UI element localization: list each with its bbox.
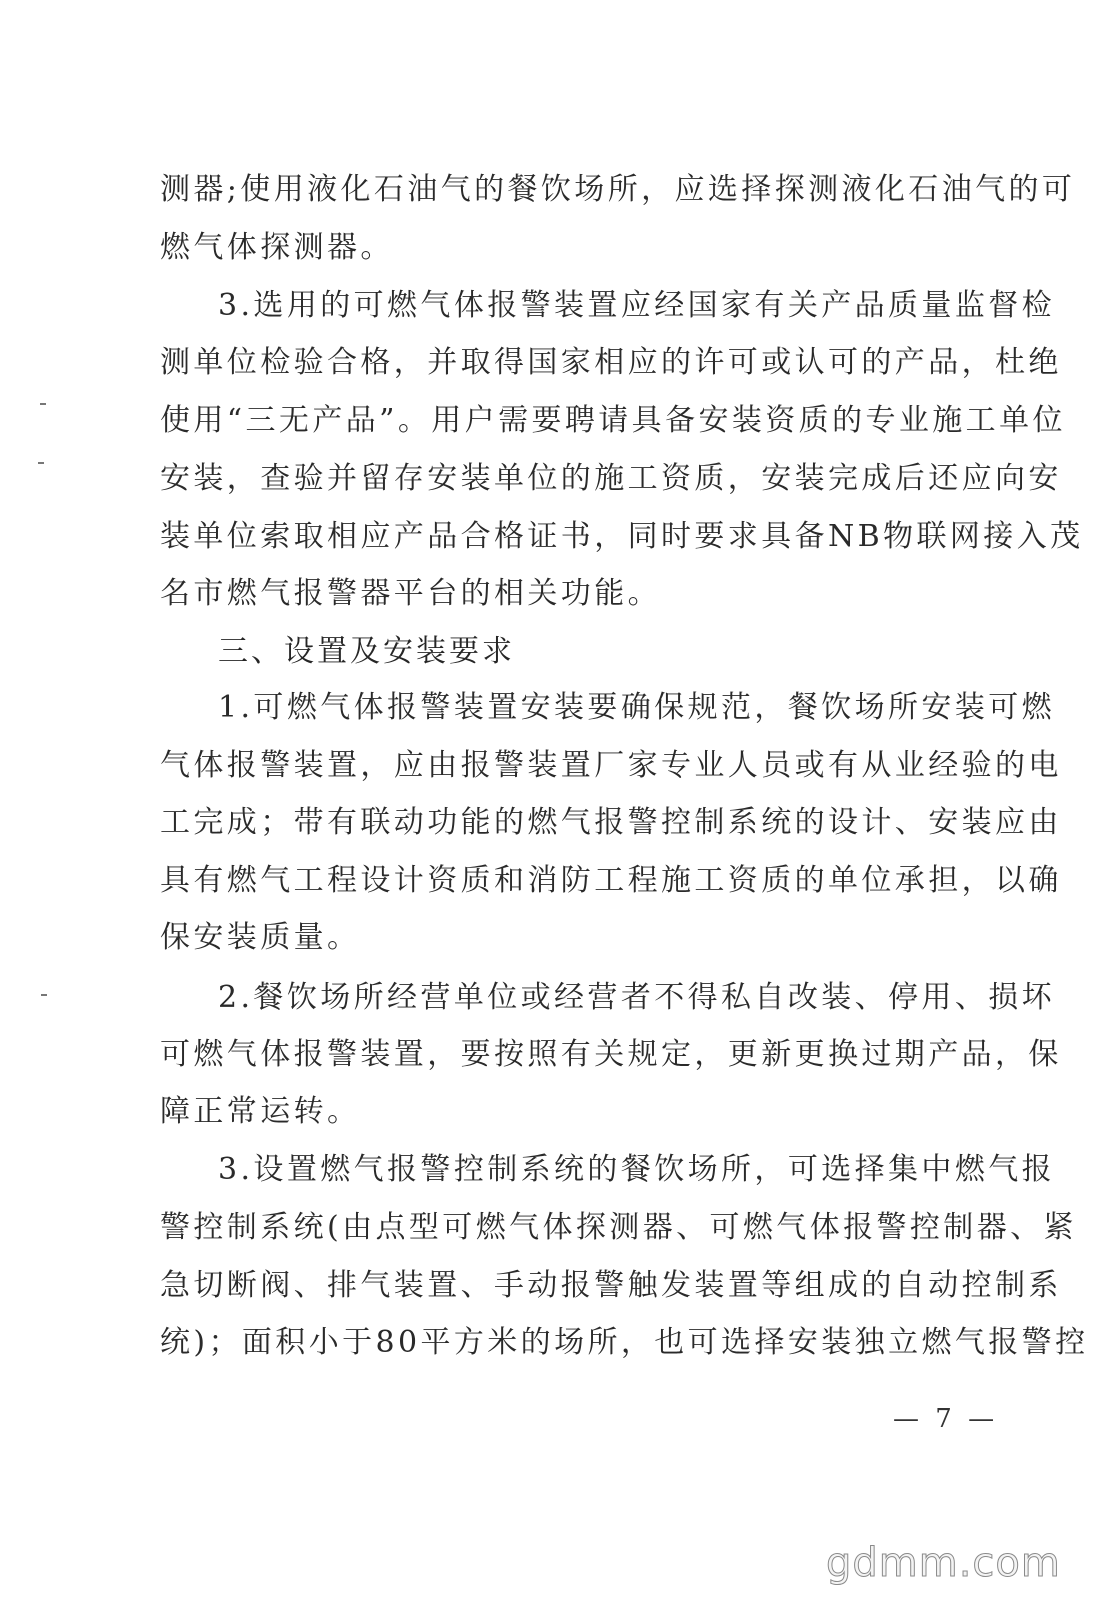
body-line: 安装，查验并留存安装单位的施工资质，安装完成后还应向安	[160, 461, 1062, 496]
body-line: 使用“三无产品”。用户需要聘请具备安装资质的专业施工单位	[160, 403, 1066, 438]
page-number: — 7 —	[893, 1404, 999, 1434]
body-line: 具有燃气工程设计资质和消防工程施工资质的单位承担，以确	[160, 863, 1062, 898]
body-line: 1.可燃气体报警装置安装要确保规范，餐饮场所安装可燃	[218, 690, 1056, 725]
scan-mark	[41, 994, 47, 996]
body-line: 气体报警装置，应由报警装置厂家专业人员或有从业经验的电	[160, 748, 1062, 783]
body-line: 名市燃气报警器平台的相关功能。	[160, 576, 661, 611]
scan-mark	[40, 403, 46, 405]
body-line: 保安装质量。	[160, 920, 361, 955]
body-line: 3.选用的可燃气体报警装置应经国家有关产品质量监督检	[218, 288, 1056, 323]
body-line: 3.设置燃气报警控制系统的餐饮场所，可选择集中燃气报	[218, 1152, 1056, 1187]
body-line: 燃气体探测器。	[160, 230, 394, 265]
body-line: 测器;使用液化石油气的餐饮场所，应选择探测液化石油气的可	[160, 172, 1076, 207]
body-line: 测单位检验合格，并取得国家相应的许可或认可的产品，杜绝	[160, 345, 1062, 380]
body-line: 2.餐饮场所经营单位或经营者不得私自改装、停用、损坏	[218, 980, 1056, 1015]
body-line: 工完成；带有联动功能的燃气报警控制系统的设计、安装应由	[160, 805, 1062, 840]
body-line: 装单位索取相应产品合格证书，同时要求具备NB物联网接入茂	[160, 519, 1084, 554]
body-line: 警控制系统(由点型可燃气体探测器、可燃气体报警控制器、紧	[160, 1210, 1077, 1245]
body-line: 统)；面积小于80平方米的场所，也可选择安装独立燃气报警控	[160, 1325, 1089, 1360]
body-line: 障正常运转。	[160, 1094, 361, 1129]
body-line: 急切断阀、排气装置、手动报警触发装置等组成的自动控制系	[160, 1268, 1062, 1303]
scan-mark	[38, 462, 44, 464]
watermark-logo: gdmm.com	[826, 1540, 1061, 1586]
section-heading: 三、设置及安装要求	[218, 634, 515, 669]
body-line: 可燃气体报警装置，要按照有关规定，更新更换过期产品，保	[160, 1037, 1062, 1072]
